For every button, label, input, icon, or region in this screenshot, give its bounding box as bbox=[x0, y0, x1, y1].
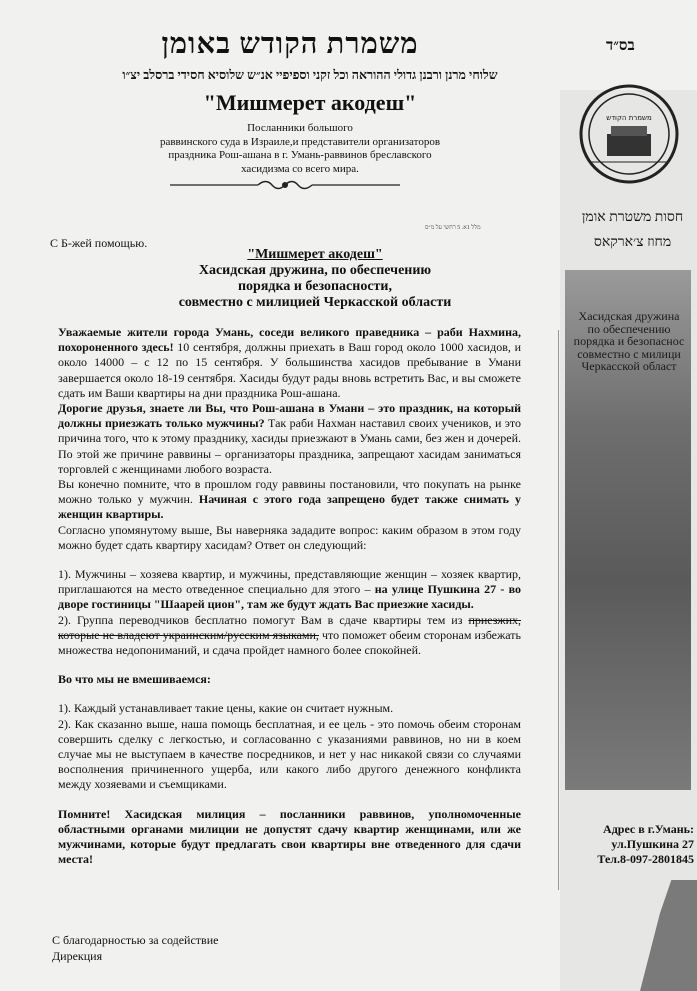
text: 1). Мужчины – хозяева квартир, и мужчины, представляющие женщин – хозяек квартир, приглашаются на место отведенное специально для этого – bbox=[58, 567, 521, 597]
document-body bbox=[58, 325, 521, 868]
heading-line: порядка и безопасности, bbox=[237, 279, 392, 294]
right-russian-line: порядка и безопаснос bbox=[573, 334, 685, 348]
text: Согласно упомянутому выше, Вы наверняка зададите вопрос: каким образом в этом году можно будет сдать квартиру хасидам? Ответ он следующий: bbox=[58, 522, 521, 552]
right-hebrew-line: מחוז צ׳ארקאס bbox=[593, 235, 672, 250]
bold-text: Начиная с этого года запрещено будет также снимать у женщин квартиры. bbox=[58, 492, 521, 522]
hebrew-subtitle: שלוחי מרנן ורבנן גדולי ההוראה וכל זקני וספיפיי אנ״ש שלוסיא חסידי ברסלב יצ״ו bbox=[122, 68, 498, 82]
address-line: Тел.8-097-2801845 bbox=[597, 852, 694, 866]
bold-text: Уважаемые жители города Умань, соседи великого праведника – раби Нахмина, похороненного здесь! bbox=[58, 325, 521, 355]
address-line: Адрес в г.Умань: bbox=[603, 822, 694, 836]
blessing-line: С Б-жей помощью. bbox=[50, 236, 148, 250]
bold-text: Во что мы не вмешиваемся: bbox=[58, 672, 211, 687]
heading-line: "Мишмерет акодеш" bbox=[247, 247, 383, 262]
heading-line: Хасидская дружина, по обеспечению bbox=[198, 263, 432, 278]
organization-seal-icon bbox=[577, 82, 681, 186]
bold-text: на улице Пушкина 27 - во дворе гостиницы "Шаарей цион", там же будут ждать Вас приезжие хасиды. bbox=[58, 582, 521, 612]
column-divider bbox=[558, 330, 559, 890]
paragraph bbox=[58, 401, 521, 477]
subtitle-line: Посланники большого bbox=[247, 122, 353, 134]
bold-text: Дорогие друзья, знаете ли Вы, что Рош-ашана в Умани – это праздник, на который должны приезжать только мужчины? bbox=[58, 401, 521, 431]
right-hebrew-line: חסות משטרת אומן bbox=[581, 210, 684, 225]
address-line: ул.Пушкина 27 bbox=[611, 837, 694, 851]
russian-title: "Мишмерет акодеш" bbox=[203, 90, 417, 115]
signature-line: Дирекция bbox=[52, 949, 103, 963]
paragraph bbox=[58, 523, 521, 553]
subtitle-line: раввинского суда в Израиле,и представители организаторов bbox=[159, 135, 441, 148]
subtitle-line: праздника Рош-ашана в г. Умань-раввинов бреславского bbox=[168, 149, 432, 161]
document-heading bbox=[120, 247, 510, 311]
right-russian-line: Черкасской област bbox=[581, 359, 677, 373]
paragraph bbox=[58, 807, 521, 868]
list-item bbox=[58, 613, 521, 659]
text: 2). Группа переводчиков бесплатно помогут Вам в сдаче квартиры тем из bbox=[58, 612, 469, 627]
right-russian-line: совместно с милици bbox=[577, 346, 681, 361]
signature-block bbox=[52, 932, 218, 964]
organization-description bbox=[130, 122, 470, 176]
text: 10 сентября, должны приехать в Ваш город около 1000 хасидов, и около 14000 – с 12 по 15 сентября. У большинства хасидов пребывание в Умани завершается около 18-19 сентября. Хасиды будут рады вновь встретить Вас, и вы сможете сдать им Ваши квартиры на дни праздника Рош-ашана. bbox=[58, 340, 521, 400]
list-item bbox=[58, 701, 521, 716]
subtitle-line: хасидизма со всего мира. bbox=[241, 162, 359, 175]
text: что поможет обеим сторонам избежать множества недопониманий, и сдача пройдет намного более спокойней. bbox=[58, 627, 521, 658]
hebrew-title: משמרת הקודש באומן bbox=[161, 28, 419, 60]
ornament-divider bbox=[170, 178, 400, 192]
right-russian-line: по обеспечению bbox=[587, 321, 671, 336]
text: 2). Как сказанно выше, наша помощь бесплатная, и ее цель - это помочь обеим сторонам совершить сделку с легкостью, и согласованно с указаниями раввинов, но ни в коем случае мы не выступаем в качестве посредников, и нет у нас никакой связи со случаями восполнения причиненного ущерба, или какого либо другого денежного конфликта между хозяевами и съемщиками. bbox=[58, 716, 521, 792]
list-item bbox=[58, 567, 521, 613]
small-print-note: מלל 1א. 5 רחשי על מ״ס bbox=[425, 225, 481, 231]
paragraph bbox=[58, 325, 521, 401]
paragraph bbox=[58, 477, 521, 523]
text: Так раби Нахман наставил своих учеников, и это причина того, что к этому празднику, хасиды приезжают в Умань сами, без жен и дочерей. По этой же причине раввины – организаторы праздника, запрещают хасидам заниматься торговлей с женщинами любого возраста. bbox=[58, 416, 521, 476]
bsd-mark: בס״ד bbox=[606, 38, 635, 54]
list-item bbox=[58, 717, 521, 793]
text: Вы конечно помните, что в прошлом году раввины постановили, что покупать на рынке можно только у мужчин. bbox=[58, 477, 521, 507]
text: 1). Каждый устанавливает такие цены, какие он считает нужным. bbox=[58, 701, 394, 716]
section-title bbox=[58, 672, 521, 687]
signature-line: С благодарностью за содействие bbox=[52, 933, 219, 947]
heading-line: совместно с милицией Черкасской области bbox=[178, 295, 452, 310]
struck-text: приезжих, которые не владеют украинским/русским языками, bbox=[58, 612, 521, 642]
address-block bbox=[568, 822, 694, 867]
bold-text: Помните! Хасидская милиция – посланники раввинов, уполномоченные областными органами милиции не допустят сдачу квартир женщинами, или же мужчинами, которые будут предлагать свои квартиры вне отведенного для сдачи места! bbox=[58, 806, 521, 867]
right-russian-block bbox=[570, 310, 688, 373]
seal-text: משמרת הקודש bbox=[606, 114, 652, 122]
right-russian-line: Хасидская дружина bbox=[578, 309, 680, 323]
